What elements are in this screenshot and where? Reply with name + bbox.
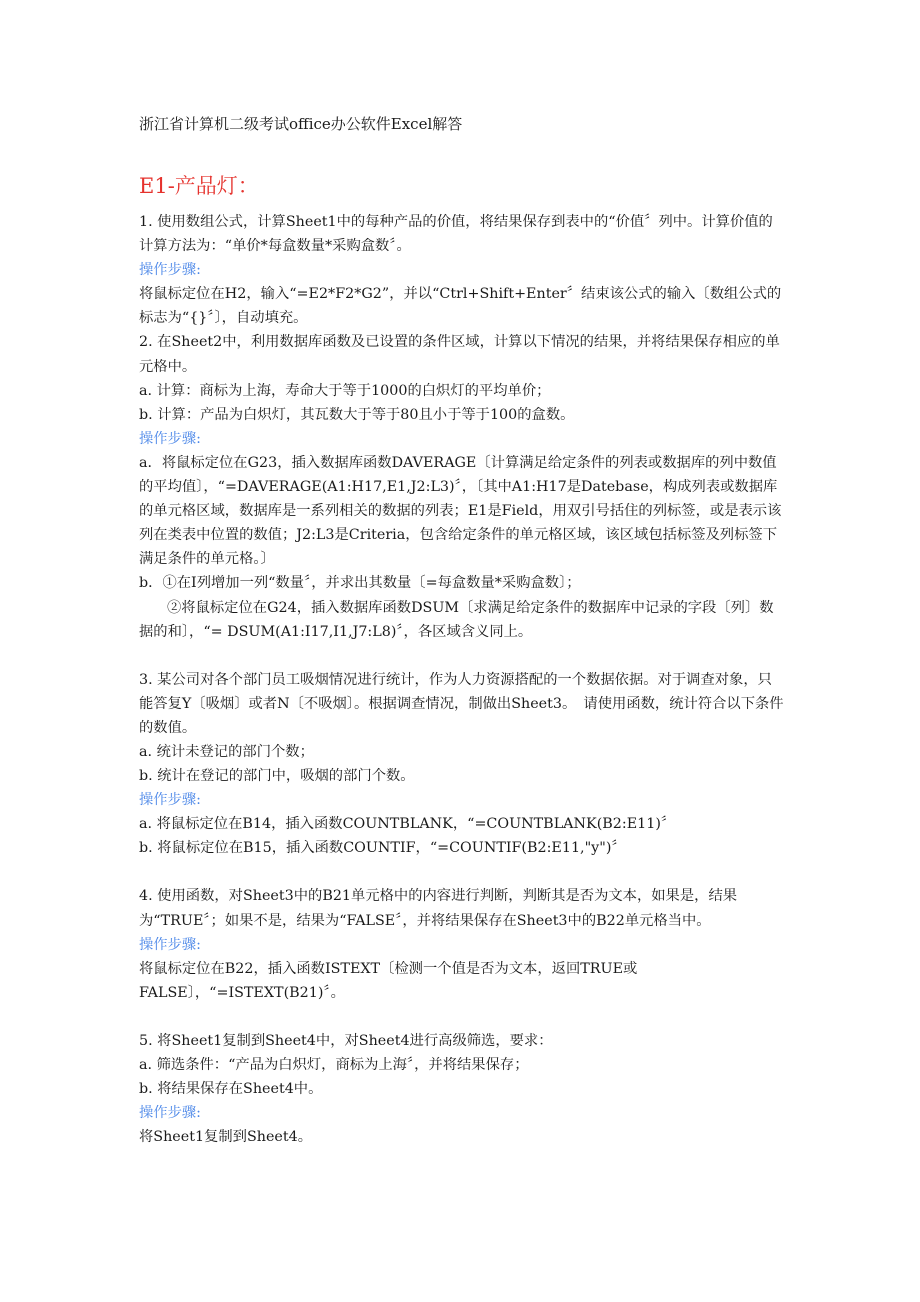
- steps-label: 操作步骤:: [139, 430, 202, 447]
- paragraph-gap: [139, 1005, 784, 1029]
- question-2: 2. 在Sheet2中，利用数据库函数及已设置的条件区域，计算以下情况的结果，并将结果保存相应的单元格中。: [139, 334, 780, 375]
- steps-label: 操作步骤:: [139, 936, 202, 953]
- sub-question: b. 统计在登记的部门中，吸烟的部门个数。: [139, 768, 415, 785]
- steps-label: 操作步骤:: [139, 1105, 202, 1122]
- document-title: 浙江省计算机二级考试office办公软件Excel解答: [139, 115, 463, 133]
- sub-question: b. 计算：产品为白炽灯，其瓦数大于等于80且小于等于100的盒数。: [139, 406, 575, 423]
- answer-paragraph: b．①在I列增加一列“数量〞，并求出其数量〔=每盒数量*采购盒数〕；: [139, 575, 581, 592]
- steps-label: 操作步骤:: [139, 792, 202, 809]
- answer-paragraph: 将鼠标定位在H2，输入“=E2*F2*G2”，并以“Ctrl+Shift+Enter〞结束该公式的输入〔数组公式的标志为“{}〞〕，自动填充。: [139, 286, 782, 327]
- sub-question: a. 统计未登记的部门个数；: [139, 743, 314, 760]
- question-4: 4. 使用函数，对Sheet3中的B21单元格中的内容进行判断，判断其是否为文本，如果是，结果为“TRUE〞；如果不是，结果为“FALSE〞，并将结果保存在Sheet3中的B22单元格当中。: [139, 888, 738, 929]
- answer-paragraph: 将鼠标定位在B22，插入函数ISTEXT〔检测一个值是否为文本，返回TRUE或FALSE〕，“=ISTEXT(B21)〞。: [139, 960, 638, 1001]
- sub-question: b. 将结果保存在Sheet4中。: [139, 1081, 323, 1098]
- section-heading: E1-产品灯：: [139, 174, 259, 198]
- answer-paragraph: 将Sheet1复制到Sheet4。: [139, 1129, 313, 1146]
- steps-label: 操作步骤:: [139, 262, 202, 279]
- sub-question: a. 筛选条件：“产品为白炽灯，商标为上海〞，并将结果保存；: [139, 1057, 529, 1073]
- question-1: 1. 使用数组公式，计算Sheet1中的每种产品的价值，将结果保存到表中的“价值〞列中。计算价值的计算方法为：“单价*每盒数量*采购盒数〞。: [139, 214, 773, 255]
- sub-question: a. 计算：商标为上海，寿命大于等于1000的白炽灯的平均单价；: [139, 382, 551, 399]
- paragraph-gap: [139, 860, 784, 884]
- document-body: [139, 210, 784, 1149]
- question-3: 3. 某公司对各个部门员工吸烟情况进行统计，作为人力资源搭配的一个数据依据。对于调查对象，只能答复Y〔吸烟〕或者N〔不吸烟〕。根据调查情况，制做出Sheet3。 请使用函数，统计符合以下条件的数值。: [139, 671, 784, 736]
- answer-paragraph: b. 将鼠标定位在B15，插入函数COUNTIF，“=COUNTIF(B2:E11,"y")〞: [139, 840, 626, 857]
- answer-paragraph: a．将鼠标定位在G23，插入数据库函数DAVERAGE〔计算满足给定条件的列表或数据库的列中数值的平均值〕，“=DAVERAGE(A1:H17,E1,J2:L3)〞，〔其中A1:H17是Datebase，构成列表或数据库的单元格区域，数据库是一系列相关的数据的列表；E1是Field，用双引号括住的列标签，或是表示该列在类表中位置的数值；J2:L3是Criteria，包含给定条件的单元格区域，该区域包括标签及列标签下满足条件的单元格。〕: [139, 454, 782, 568]
- answer-paragraph: ②将鼠标定位在G24，插入数据库函数DSUM〔求满足给定条件的数据库中记录的字段〔列〕数据的和〕，“= DSUM(A1:I17,I1,J7:L8)〞，各区域含义同上。: [139, 599, 774, 640]
- paragraph-gap: [139, 644, 784, 668]
- answer-paragraph: a. 将鼠标定位在B14，插入函数COUNTBLANK，“=COUNTBLANK(B2:E11)〞: [139, 816, 676, 833]
- question-5: 5. 将Sheet1复制到Sheet4中，对Sheet4进行高级筛选，要求：: [139, 1032, 553, 1049]
